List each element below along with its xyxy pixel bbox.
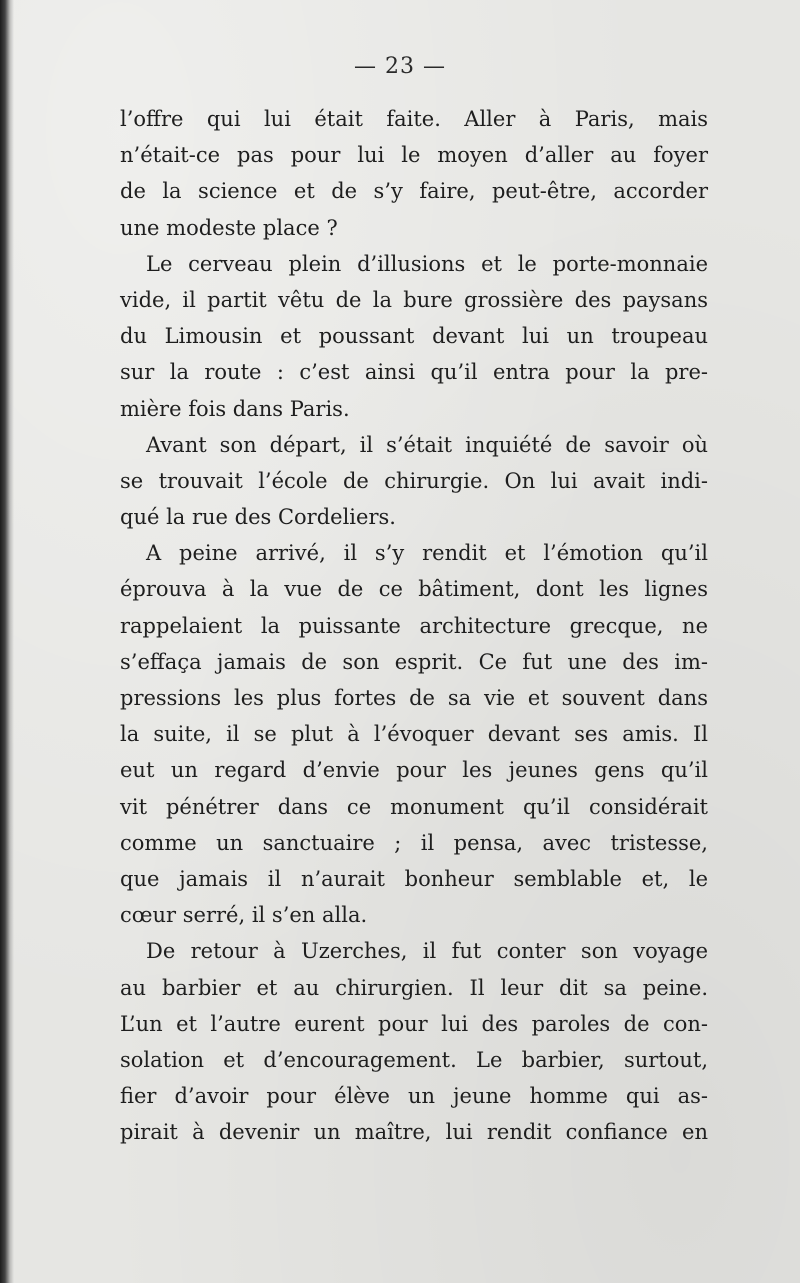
text-line: s’effaça jamais de son esprit. Ce fut une des im- — [120, 649, 708, 674]
text-line: au barbier et au chirurgien. Il leur dit sa peine. — [120, 975, 708, 1000]
text-line: solation et d’encouragement. Le barbier, surtout, — [120, 1047, 708, 1072]
text-line: une modeste place ? — [120, 215, 338, 240]
text-line: cœur serré, il s’en alla. — [120, 903, 368, 928]
text-line: pressions les plus fortes de sa vie et souvent dans — [120, 686, 708, 710]
text-line: comme un sanctuaire ; il pensa, avec tristesse, — [120, 830, 708, 855]
text-line: vide, il partit vêtu de la bure grossière des paysans — [120, 287, 708, 312]
text-line: la suite, il se plut à l’évoquer devant ses amis. Il — [120, 722, 708, 747]
text-line: Le cerveau plein d’illusions et le porte-monnaie — [146, 251, 708, 276]
text-line: mière fois dans Paris. — [120, 396, 350, 421]
text-line: vit pénétrer dans ce monument qu’il considérait — [120, 794, 708, 819]
text-line: que jamais il n’aurait bonheur semblable et, le — [120, 866, 708, 891]
text-line: de la science et de s’y faire, peut-être, accorder — [120, 179, 708, 204]
page-binding-shadow — [0, 0, 14, 1283]
text-line: L’un et l’autre eurent pour lui des paroles de con- — [120, 1011, 708, 1036]
text-line: Avant son départ, il s’était inquiété de savoir où — [146, 432, 708, 457]
text-line: l’offre qui lui était faite. Aller à Paris, mais — [120, 107, 708, 131]
body-text — [120, 101, 708, 1150]
text-line: eut un regard d’envie pour les jeunes gens qu’il — [120, 758, 708, 783]
text-line: n’était-ce pas pour lui le moyen d’aller au foyer — [120, 143, 708, 168]
text-line: rappelaient la puissante architecture grecque, ne — [120, 613, 708, 638]
page-number: — 23 — — [354, 54, 446, 79]
text-line: éprouva à la vue de ce bâtiment, dont les lignes — [120, 577, 708, 602]
text-line: sur la route : c’est ainsi qu’il entra pour la pre- — [120, 360, 708, 385]
text-line: qué la rue des Cordeliers. — [120, 505, 396, 530]
text-line: De retour à Uzerches, il fut conter son voyage — [146, 939, 708, 964]
text-line: se trouvait l’école de chirurgie. On lui avait indi- — [120, 468, 708, 493]
text-line: fier d’avoir pour élève un jeune homme qui as- — [120, 1084, 708, 1109]
text-line: du Limousin et poussant devant lui un troupeau — [120, 324, 708, 349]
text-line: A peine arrivé, il s’y rendit et l’émotion qu’il — [146, 541, 708, 566]
text-line: pirait à devenir un maître, lui rendit confiance en — [120, 1120, 708, 1145]
